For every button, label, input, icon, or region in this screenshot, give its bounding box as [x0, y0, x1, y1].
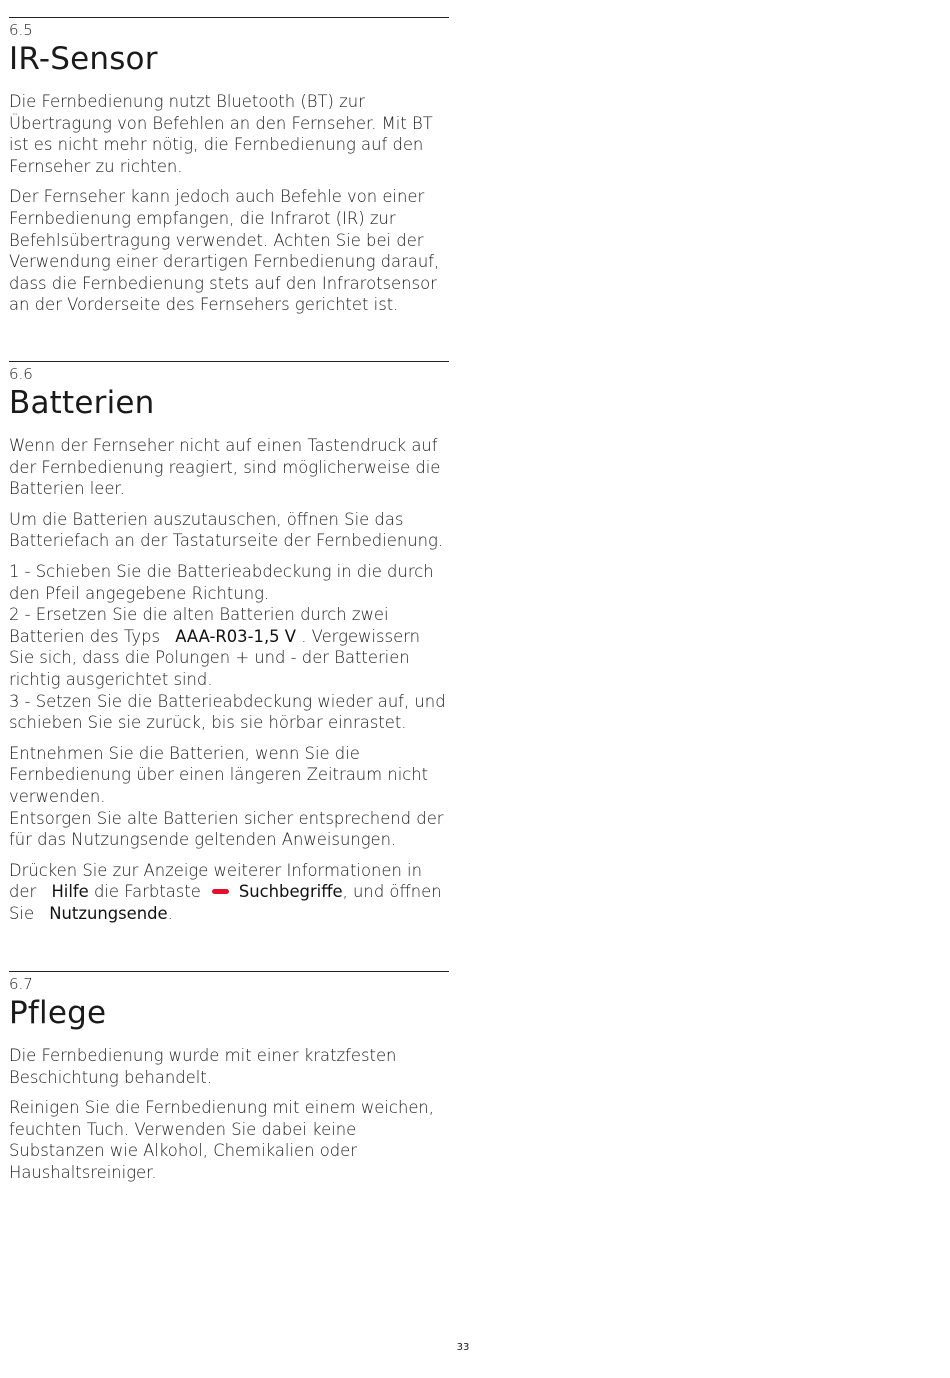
section-number: 6.5 [9, 21, 33, 39]
step-text: . Vergewissern Sie sich, dass die Polungen + und - der Batterien richtig ausgerichtet sind. [9, 626, 421, 689]
battery-type: AAA-R03-1,5 V [175, 626, 297, 646]
paragraph: Reinigen Sie die Fernbedienung mit einem weichen, feuchten Tuch. Verwenden Sie dabei keine Substanzen wie Alkohol, Chemikalien oder Haushaltsreiniger. [9, 1098, 435, 1182]
search-keyword: Suchbegriffe [238, 882, 343, 902]
section-divider [9, 17, 449, 18]
list-item [9, 561, 449, 604]
paragraph: Wenn der Fernseher nicht auf einen Tastendruck auf der Fernbedienung reagiert, sind möglicherweise die Batterien leer. [9, 436, 441, 499]
section-title: Pflege [9, 995, 107, 1031]
paragraph: Die Fernbedienung wurde mit einer kratzfesten Beschichtung behandelt. [9, 1046, 397, 1087]
help-text: die Farbtaste [93, 882, 201, 902]
steps-list [9, 561, 449, 734]
help-keyword: Hilfe [51, 882, 89, 902]
help-text: . [167, 903, 173, 923]
section-title: IR-Sensor [9, 41, 158, 77]
paragraph [9, 743, 449, 851]
step-text: Ersetzen Sie die alten Batterien durch zwei Batterien des Typs [9, 605, 389, 646]
help-text: Drücken Sie zur Anzeige weiterer Informationen in der [9, 860, 422, 902]
section-batterien [9, 361, 449, 924]
section-title: Batterien [9, 385, 155, 421]
section-ir-sensor [9, 17, 449, 316]
step-number: 1 - [9, 561, 36, 581]
section-pflege [9, 971, 449, 1184]
list-item [9, 691, 449, 734]
paragraph: Die Fernbedienung nutzt Bluetooth (BT) zur Übertragung von Befehlen an den Fernseher. Mit BT ist es nicht mehr nötig, die Fernbedienung auf den Fernseher zu richten. [9, 92, 433, 176]
paragraph: Der Fernseher kann jedoch auch Befehle von einer Fernbedienung empfangen, die Infrarot (IR) zur Befehlsübertragung verwendet. Achten Sie bei der Verwendung einer derartigen Fernbedienung darauf, dass die Fernbedienung stets auf den Infrarotsensor an der Vorderseite des Fernsehers gerichtet ist. [9, 187, 440, 315]
step-text: Setzen Sie die Batterieabdeckung wieder auf, und schieben Sie sie zurück, bis sie hörbar einrastet. [9, 691, 446, 733]
section-divider [9, 361, 449, 362]
help-paragraph [9, 860, 449, 925]
disposal-text: Entnehmen Sie die Batterien, wenn Sie die Fernbedienung über einen längeren Zeitraum nicht verwenden. [9, 743, 429, 806]
step-number: 3 - [9, 691, 36, 711]
section-number: 6.6 [9, 365, 33, 383]
help-text: , und öffnen Sie [9, 882, 442, 923]
list-item [9, 604, 449, 690]
topic-keyword: Nutzungsende [49, 903, 168, 923]
page-number: 33 [456, 1342, 470, 1353]
step-text: Schieben Sie die Batterieabdeckung in die durch den Pfeil angegebene Richtung. [9, 561, 434, 603]
step-number: 2 - [9, 605, 36, 625]
disposal-text: Entsorgen Sie alte Batterien sicher entsprechend der für das Nutzungsende geltenden Anweisungen. [9, 808, 444, 850]
red-color-key-icon [212, 889, 229, 894]
paragraph: Um die Batterien auszutauschen, öffnen Sie das Batteriefach an der Tastaturseite der Fernbedienung. [9, 509, 444, 551]
section-divider [9, 971, 449, 972]
section-number: 6.7 [9, 975, 33, 993]
